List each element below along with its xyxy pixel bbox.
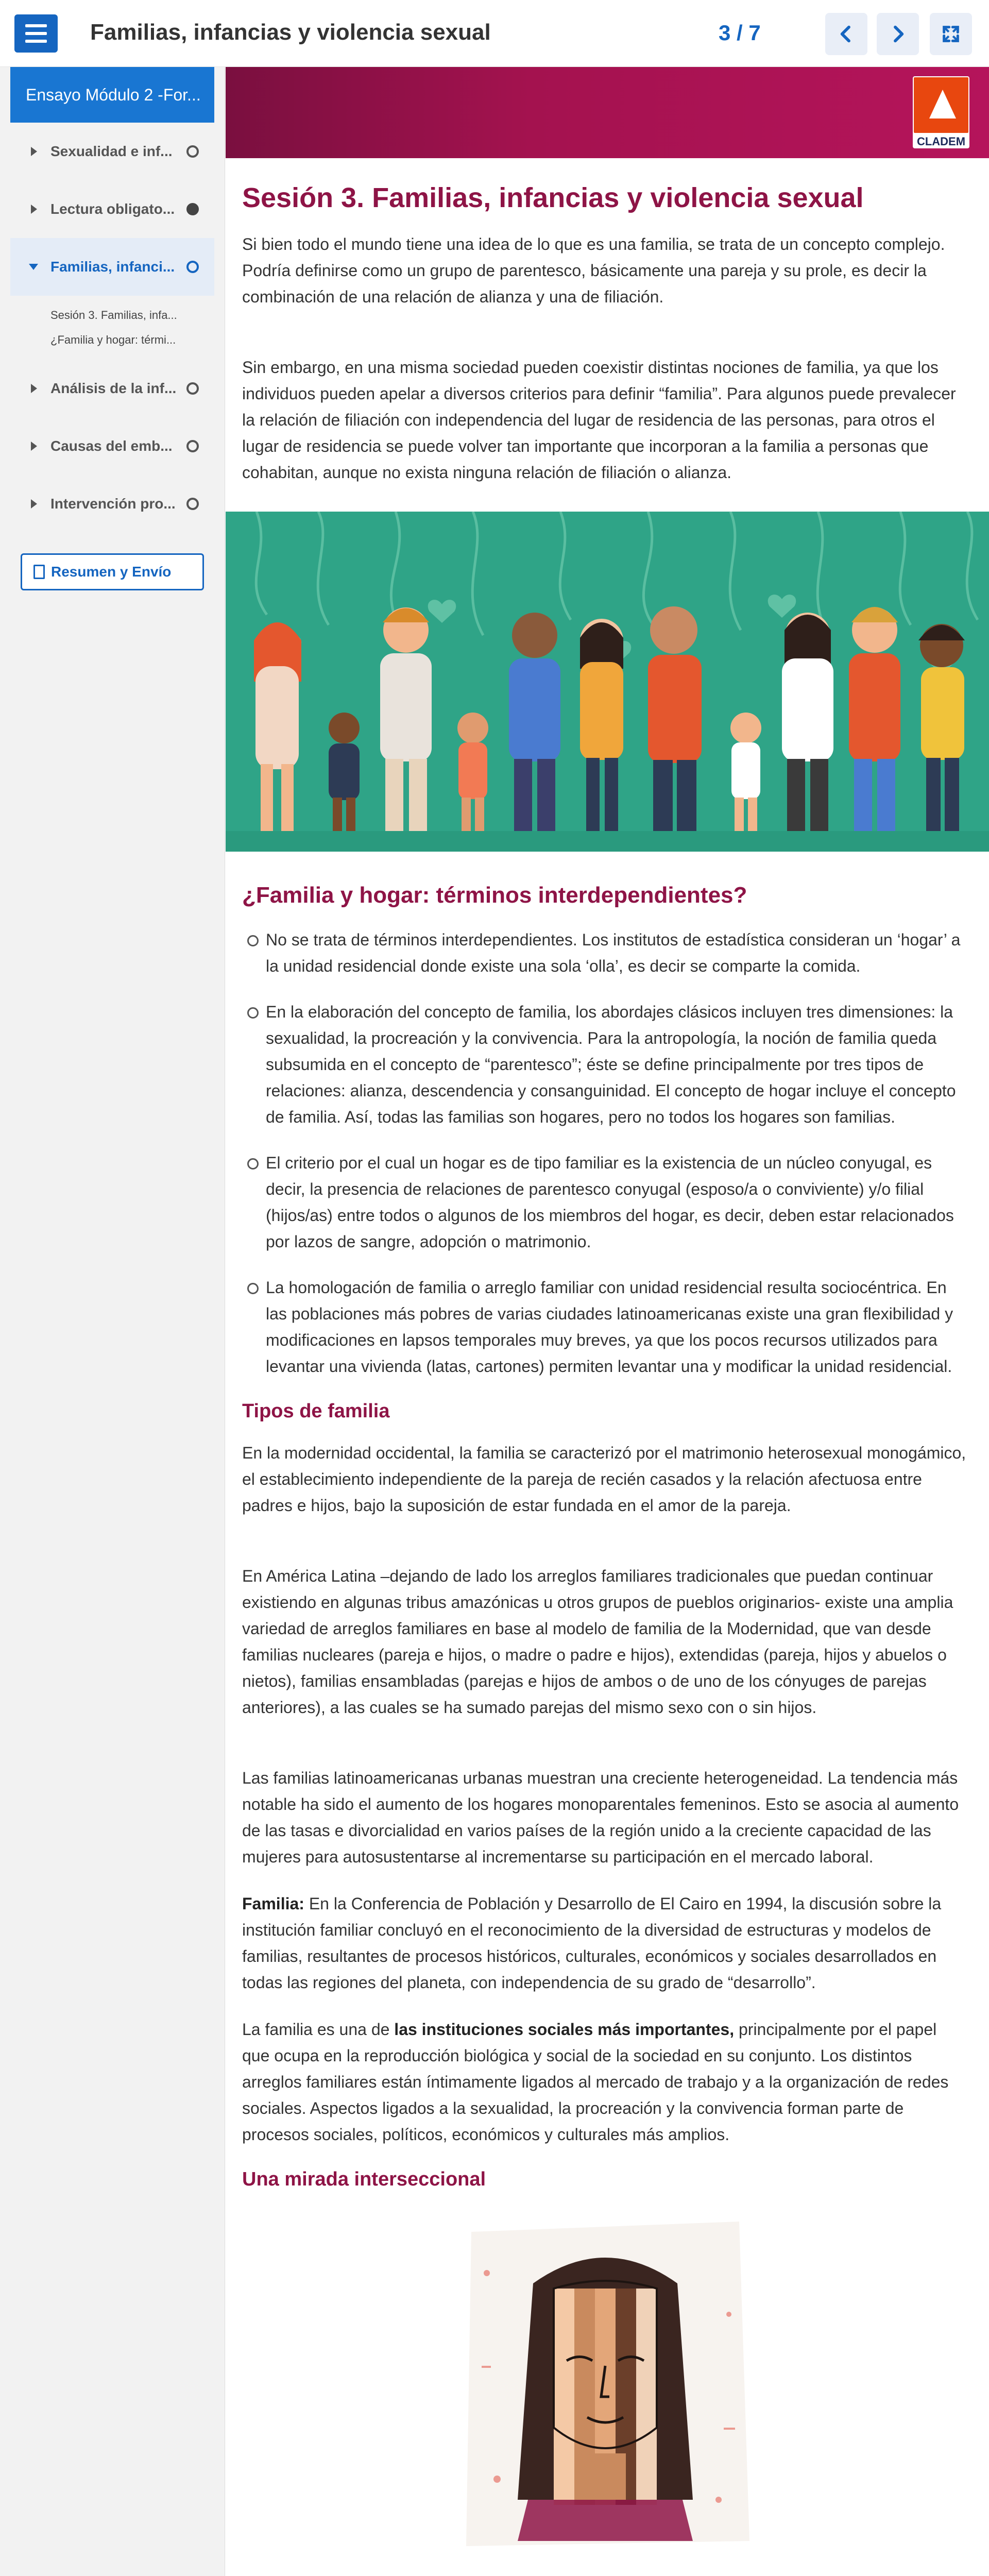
logo-text: CLADEM	[916, 135, 966, 148]
page-title: Familias, infancias y violencia sexual	[90, 20, 491, 45]
paragraph: En la modernidad occidental, la familia se caracterizó por el matrimonio heterosexual monogámico, el establecimiento independiente de la pareja de recién casados y la relación afectuosa entre padres e hijos, bajo la suposición de estar fundada en el amor de la pareja.	[242, 1444, 966, 1515]
document-icon	[33, 565, 45, 579]
chevron-right-icon	[31, 384, 37, 393]
list-item: No se trata de términos interdependientes. Los institutos de estadística consideran un ‘hogar’ a la unidad residencial donde existe una sola ‘olla’, es decir se comparte la comida.	[242, 927, 968, 979]
main-content	[226, 67, 989, 2576]
chevron-right-icon	[888, 24, 908, 44]
face-illustration-image	[451, 2211, 760, 2551]
status-circle-icon	[186, 261, 199, 273]
fullscreen-button[interactable]	[930, 13, 972, 55]
sidebar-subitem-sesion3[interactable]: Sesión 3. Familias, infa...	[50, 309, 177, 321]
sidebar-item-label: Familias, infanci...	[50, 259, 175, 275]
paragraph	[242, 2016, 968, 2148]
page-indicator: 3 / 7	[719, 21, 761, 45]
paragraph-text: principalmente por el papel que ocupa en la reproducción biológica y social de la sociedad en su conjunto. Los distintos arreglos familiares están íntimamente ligados al mercado de trabajo y a la organización de redes sociales. Aspectos ligados a la sexualidad, la procreación y la convivencia forman parte de procesos sociales, políticos, económicos y culturales más amplios.	[242, 2020, 949, 2144]
sidebar-item-analisis[interactable]	[10, 360, 214, 417]
paragraph: En América Latina –dejando de lado los arreglos familiares tradicionales que puedan continuar existiendo en algunas tribus amazónicas u otros grupos de pueblos originarios- existe una amplia variedad de arreglos familiares en base al modelo de familia de la Modernidad, que van desde familias nucleares (pareja e hijos, o madre o padre e hijos), extendidas (pareja, hijos y abuelos o nietos), familias ensambladas (parejas e hijos de ambos o de uno de los cónyuges de parejas anteriores), a las cuales se ha sumado parejas del mismo sexo con o sin hijos.	[242, 1567, 953, 1717]
sidebar-module-title[interactable]: Ensayo Módulo 2 -For...	[10, 67, 214, 123]
list-item: En la elaboración del concepto de familia, los abordajes clásicos incluyen tres dimensiones: la sexualidad, la procreación y la convivencia. Para la antropología, la noción de familia queda subsumida en el concepto de “parentesco”; éste se define principalmente por tres tipos de relaciones: alianza, descendencia y consanguinidad. El concepto de hogar incluye el concepto de familia. Así, todas las familias son hogares, pero no todos los hogares son familias.	[242, 999, 968, 1130]
sidebar-item-label: Sexualidad e inf...	[50, 143, 173, 159]
chevron-down-icon	[29, 264, 38, 270]
status-circle-icon	[186, 382, 199, 395]
paragraph: Si bien todo el mundo tiene una idea de lo que es una familia, se trata de un concepto complejo. Podría definirse como un grupo de parentesco, básicamente una pareja y su prole, es decir la combinación de una relación de alianza y una de filiación.	[242, 235, 945, 306]
chevron-right-icon	[31, 442, 37, 451]
paragraph	[242, 1891, 968, 1996]
cladem-logo	[913, 76, 969, 148]
intersectional-face-illustration	[451, 2211, 760, 2551]
paragraph: Las familias latinoamericanas urbanas muestran una creciente heterogeneidad. La tendencia más notable ha sido el aumento de los hogares monoparentales femeninos. Esto se asocia al aumento de las tasas e divorcialidad en varios países de la región unido a la creciente capacidad de las mujeres para autosustentarse al incrementarse su participación en el mercado laboral.	[242, 1769, 959, 1866]
sidebar-item-causas[interactable]	[10, 417, 214, 475]
menu-icon-line	[25, 40, 47, 43]
chevron-left-icon	[836, 24, 857, 44]
status-circle-icon	[186, 498, 199, 510]
summary-label: Resumen y Envío	[51, 564, 172, 580]
paragraph: Sin embargo, en una misma sociedad pueden coexistir distintas nociones de familia, ya que los individuos pueden apelar a diversos criterios para definir “familia”. Para algunos puede prevalecer la relación de filiación con independencia del lugar de residencia de las personas, para otros el lugar de residencia se puede volver tan importante que incorporan a la familia a personas que cohabitan, aunque no exista ninguna relación de filiación o alianza.	[242, 358, 956, 482]
illustration-ground	[226, 831, 989, 852]
top-bar	[0, 0, 989, 67]
menu-icon-line	[25, 24, 47, 27]
section-heading: ¿Familia y hogar: términos interdependientes?	[242, 883, 747, 908]
summary-submit-button[interactable]	[21, 553, 204, 590]
status-filled-icon	[186, 203, 199, 215]
status-circle-icon	[186, 440, 199, 452]
family-illustration	[226, 512, 989, 852]
bold-term: Familia:	[242, 1894, 304, 1913]
section-heading: Una mirada interseccional	[242, 2168, 486, 2190]
sidebar-item-label: Intervención pro...	[50, 496, 176, 512]
sidebar-item-label: Causas del emb...	[50, 438, 173, 454]
family-illustration-image	[226, 512, 989, 852]
sidebar-item-intervencion[interactable]	[10, 475, 214, 533]
sidebar-item-label: Lectura obligato...	[50, 201, 175, 217]
list-item: La homologación de familia o arreglo familiar con unidad residencial resulta sociocéntrica. En las poblaciones más pobres de varias ciudades latinoamericanas existe una gran flexibilidad y modificaciones en lapsos temporales muy breves, ya que los pocos recursos utilizados para levantar una vivienda (latas, cartones) permiten levantar una y modificar la unidad residencial.	[242, 1275, 968, 1380]
bullet-list	[242, 927, 968, 1380]
bold-term: las instituciones sociales más importantes,	[394, 2020, 735, 2039]
fullscreen-icon	[941, 24, 961, 44]
sidebar-item-lectura[interactable]	[10, 180, 214, 238]
paragraph-text: La familia es una de	[242, 2020, 395, 2039]
chevron-right-icon	[31, 499, 37, 509]
article	[226, 182, 989, 2576]
section-heading: Tipos de familia	[242, 1400, 390, 1422]
menu-button[interactable]	[14, 14, 58, 53]
sidebar-item-familias[interactable]	[10, 238, 214, 296]
header-banner	[226, 67, 989, 158]
chevron-right-icon	[31, 147, 37, 156]
sidebar	[0, 67, 225, 2576]
menu-icon-line	[25, 32, 47, 35]
sidebar-subitem-familia-hogar[interactable]: ¿Familia y hogar: térmi...	[50, 333, 176, 346]
sidebar-item-sexualidad[interactable]	[10, 123, 214, 180]
status-circle-icon	[186, 145, 199, 158]
list-item: El criterio por el cual un hogar es de tipo familiar es la existencia de un núcleo conyugal, es decir, la presencia de relaciones de parentesco conyugal (esposo/a o conviviente) y/o filial (hijos/as) entre todos o algunos de los miembros del hogar, es decir, deben estar relacionados por lazos de sangre, adopción o matrimonio.	[242, 1150, 968, 1255]
section-title: Sesión 3. Familias, infancias y violencia sexual	[242, 182, 864, 213]
paragraph-text: En la Conferencia de Población y Desarrollo de El Cairo en 1994, la discusión sobre la institución familiar concluyó en el reconocimiento de la diversidad de estructuras y modelos de familias, resultantes de procesos históricos, culturales, económicos y sociales desarrollados en todas las regiones del planeta, con independencia de su grado de “desarrollo”.	[242, 1894, 942, 1992]
chevron-right-icon	[31, 205, 37, 214]
sidebar-item-label: Análisis de la inf...	[50, 380, 177, 396]
prev-page-button[interactable]	[825, 13, 867, 55]
logo-mark-icon	[914, 77, 968, 133]
next-page-button[interactable]	[877, 13, 919, 55]
